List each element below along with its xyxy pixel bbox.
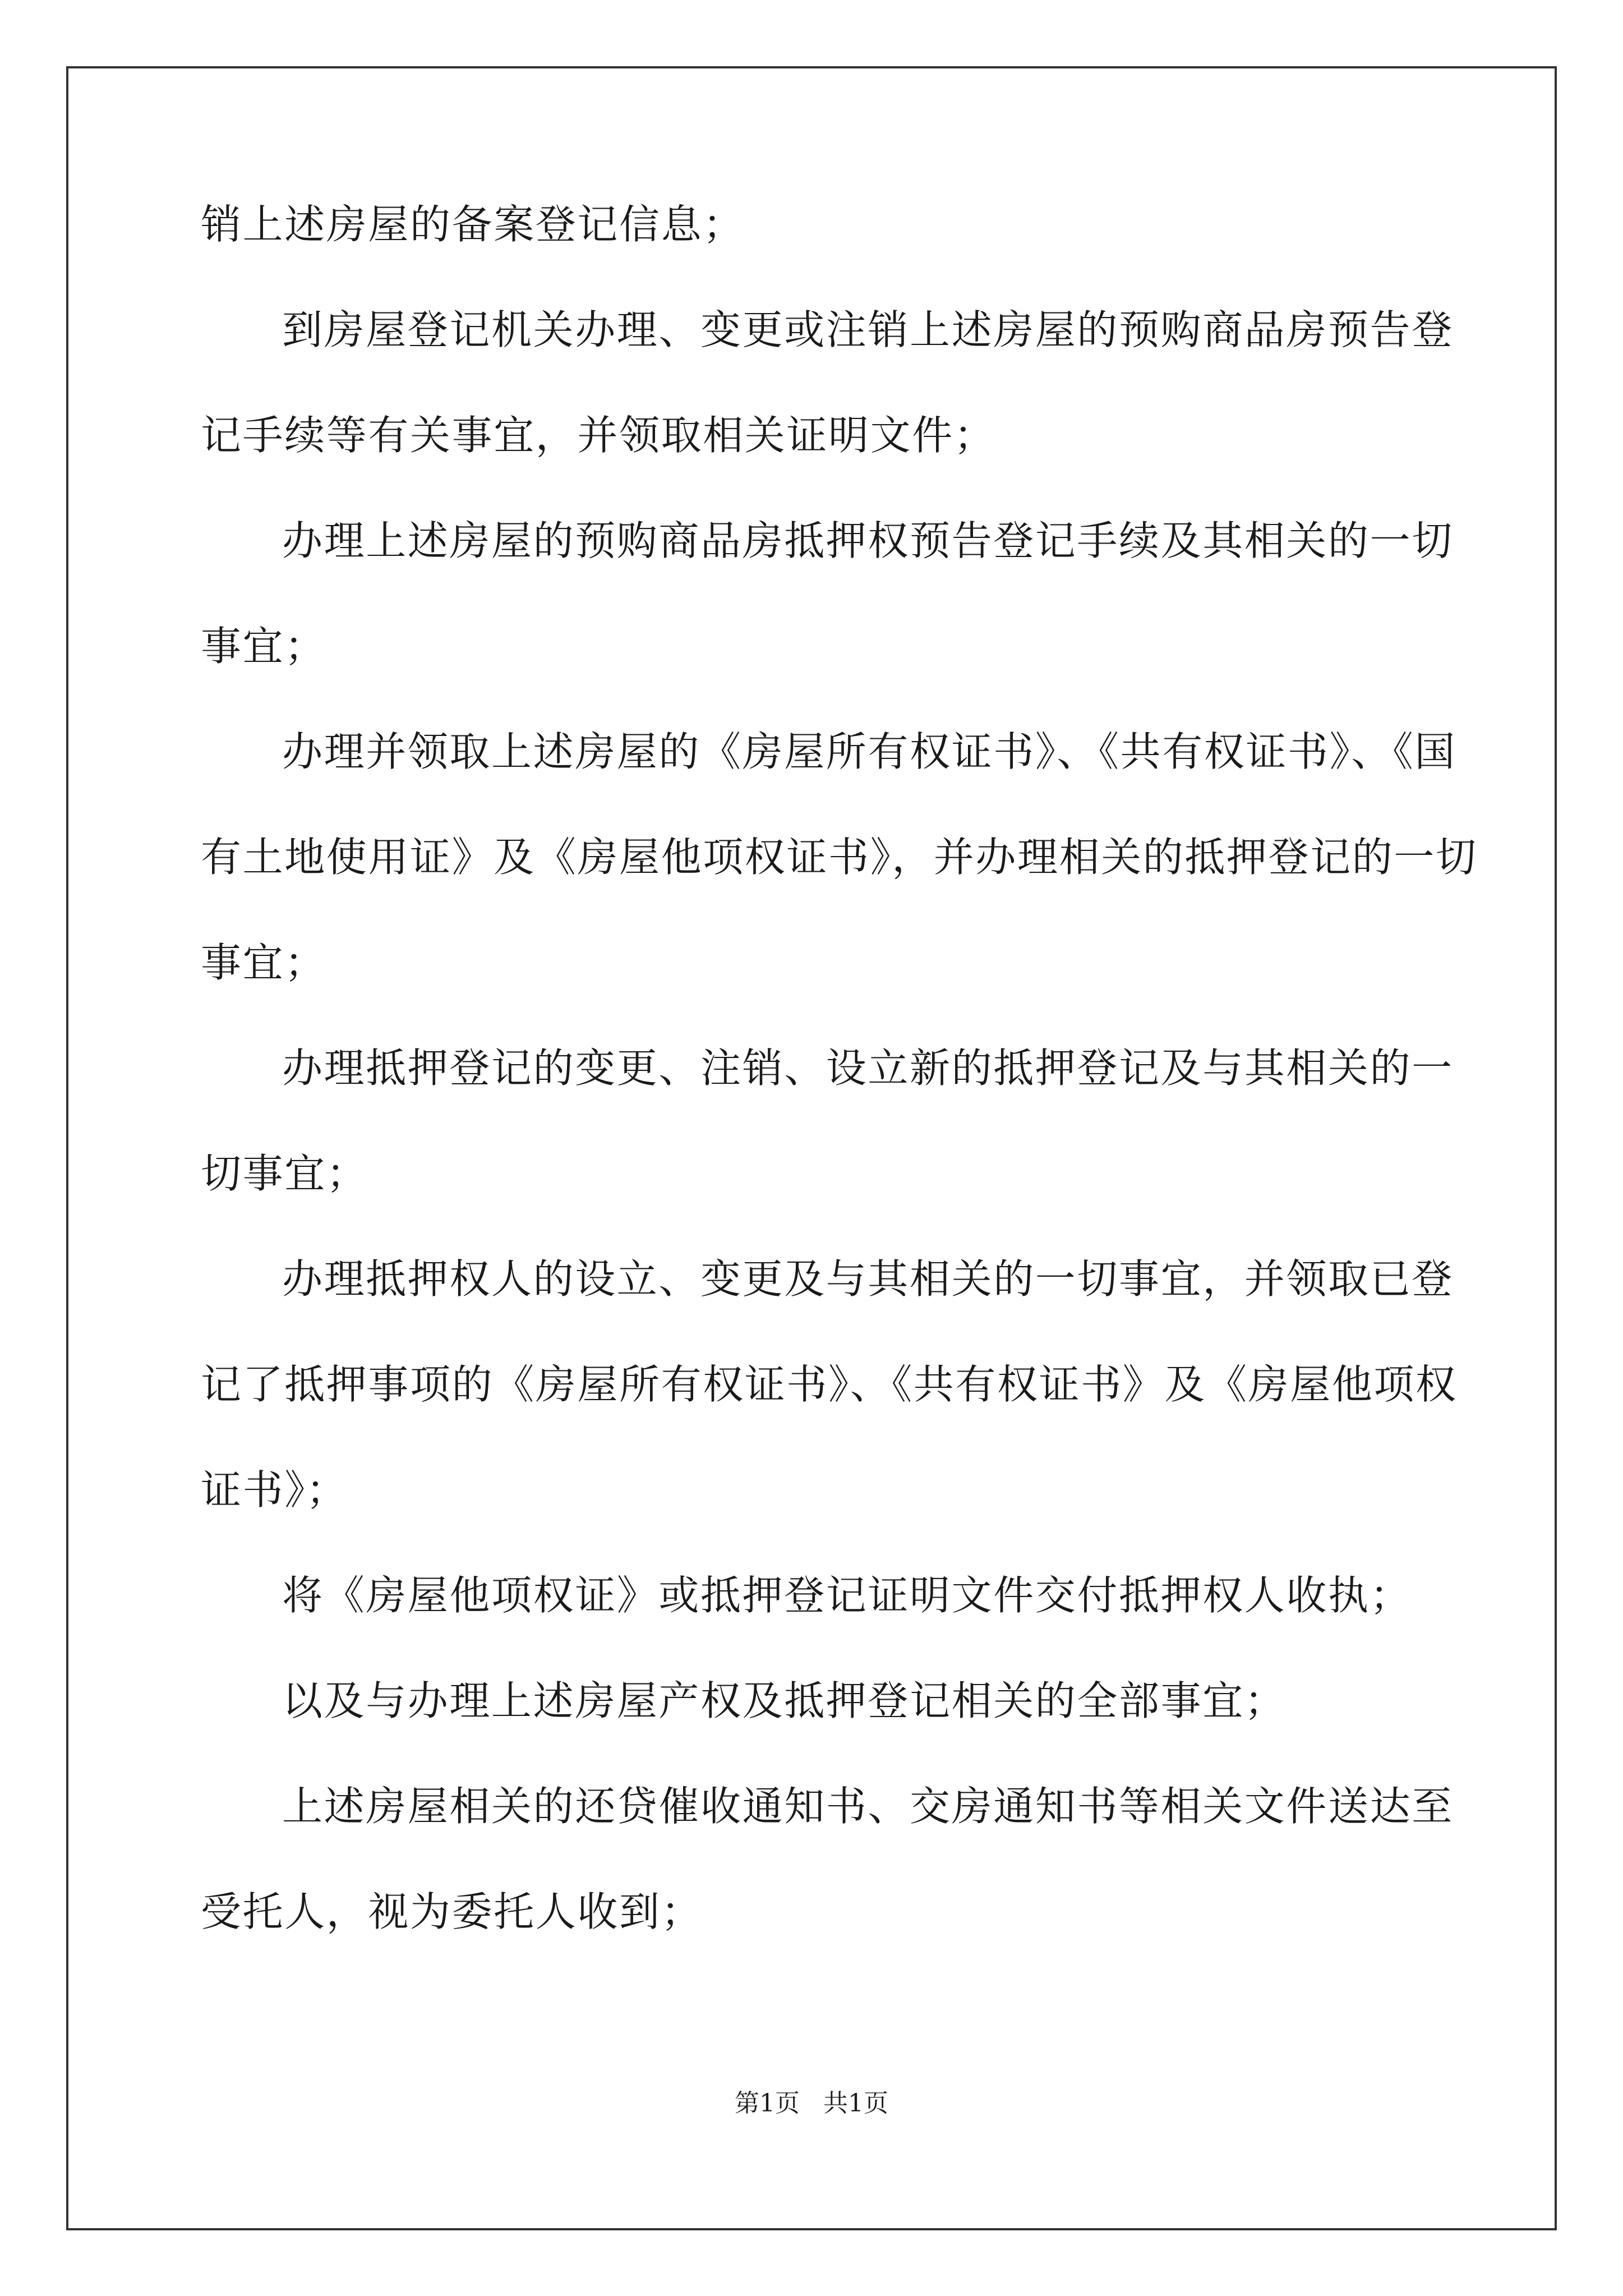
page-number: 第1页 xyxy=(735,2089,800,2118)
text-line-17: 受托人，视为委托人收到； xyxy=(201,1888,703,1935)
paragraph-line-2: 到房屋登记机关办理、变更或注销上述房屋的预购商品房预告登 xyxy=(282,306,1454,353)
paragraph-line-16: 上述房屋相关的还贷催收通知书、交房通知书等相关文件送达至 xyxy=(282,1783,1454,1830)
paragraph-line-6: 办理并领取上述房屋的《房屋所有权证书》、《共有权证书》、《国 xyxy=(282,728,1457,775)
text-line-5: 事宜； xyxy=(201,623,326,670)
paragraph-line-14: 将《房屋他项权证》或抵押登记证明文件交付抵押权人收执； xyxy=(282,1572,1412,1619)
text-line-8: 事宜； xyxy=(201,939,326,986)
paragraph-line-4: 办理上述房屋的预购商品房抵押权预告登记手续及其相关的一切 xyxy=(282,517,1454,564)
text-line-13: 证书》； xyxy=(201,1466,348,1513)
page-total: 共1页 xyxy=(823,2089,888,2118)
text-line-3: 记手续等有关事宜，并领取相关证明文件； xyxy=(201,412,996,459)
text-line-1: 销上述房屋的备案登记信息； xyxy=(201,201,745,248)
text-line-7: 有土地使用证》及《房屋他项权证书》，并办理相关的抵押登记的一切 xyxy=(201,834,1478,881)
paragraph-line-11: 办理抵押权人的设立、变更及与其相关的一切事宜，并领取已登 xyxy=(282,1255,1454,1303)
paragraph-line-15: 以及与办理上述房屋产权及抵押登记相关的全部事宜； xyxy=(282,1677,1287,1724)
page-footer xyxy=(0,2087,1623,2120)
text-line-12: 记了抵押事项的《房屋所有权证书》、《共有权证书》及《房屋他项权 xyxy=(201,1361,1458,1408)
text-line-10: 切事宜； xyxy=(201,1150,368,1197)
paragraph-line-9: 办理抵押登记的变更、注销、设立新的抵押登记及与其相关的一 xyxy=(282,1045,1454,1092)
